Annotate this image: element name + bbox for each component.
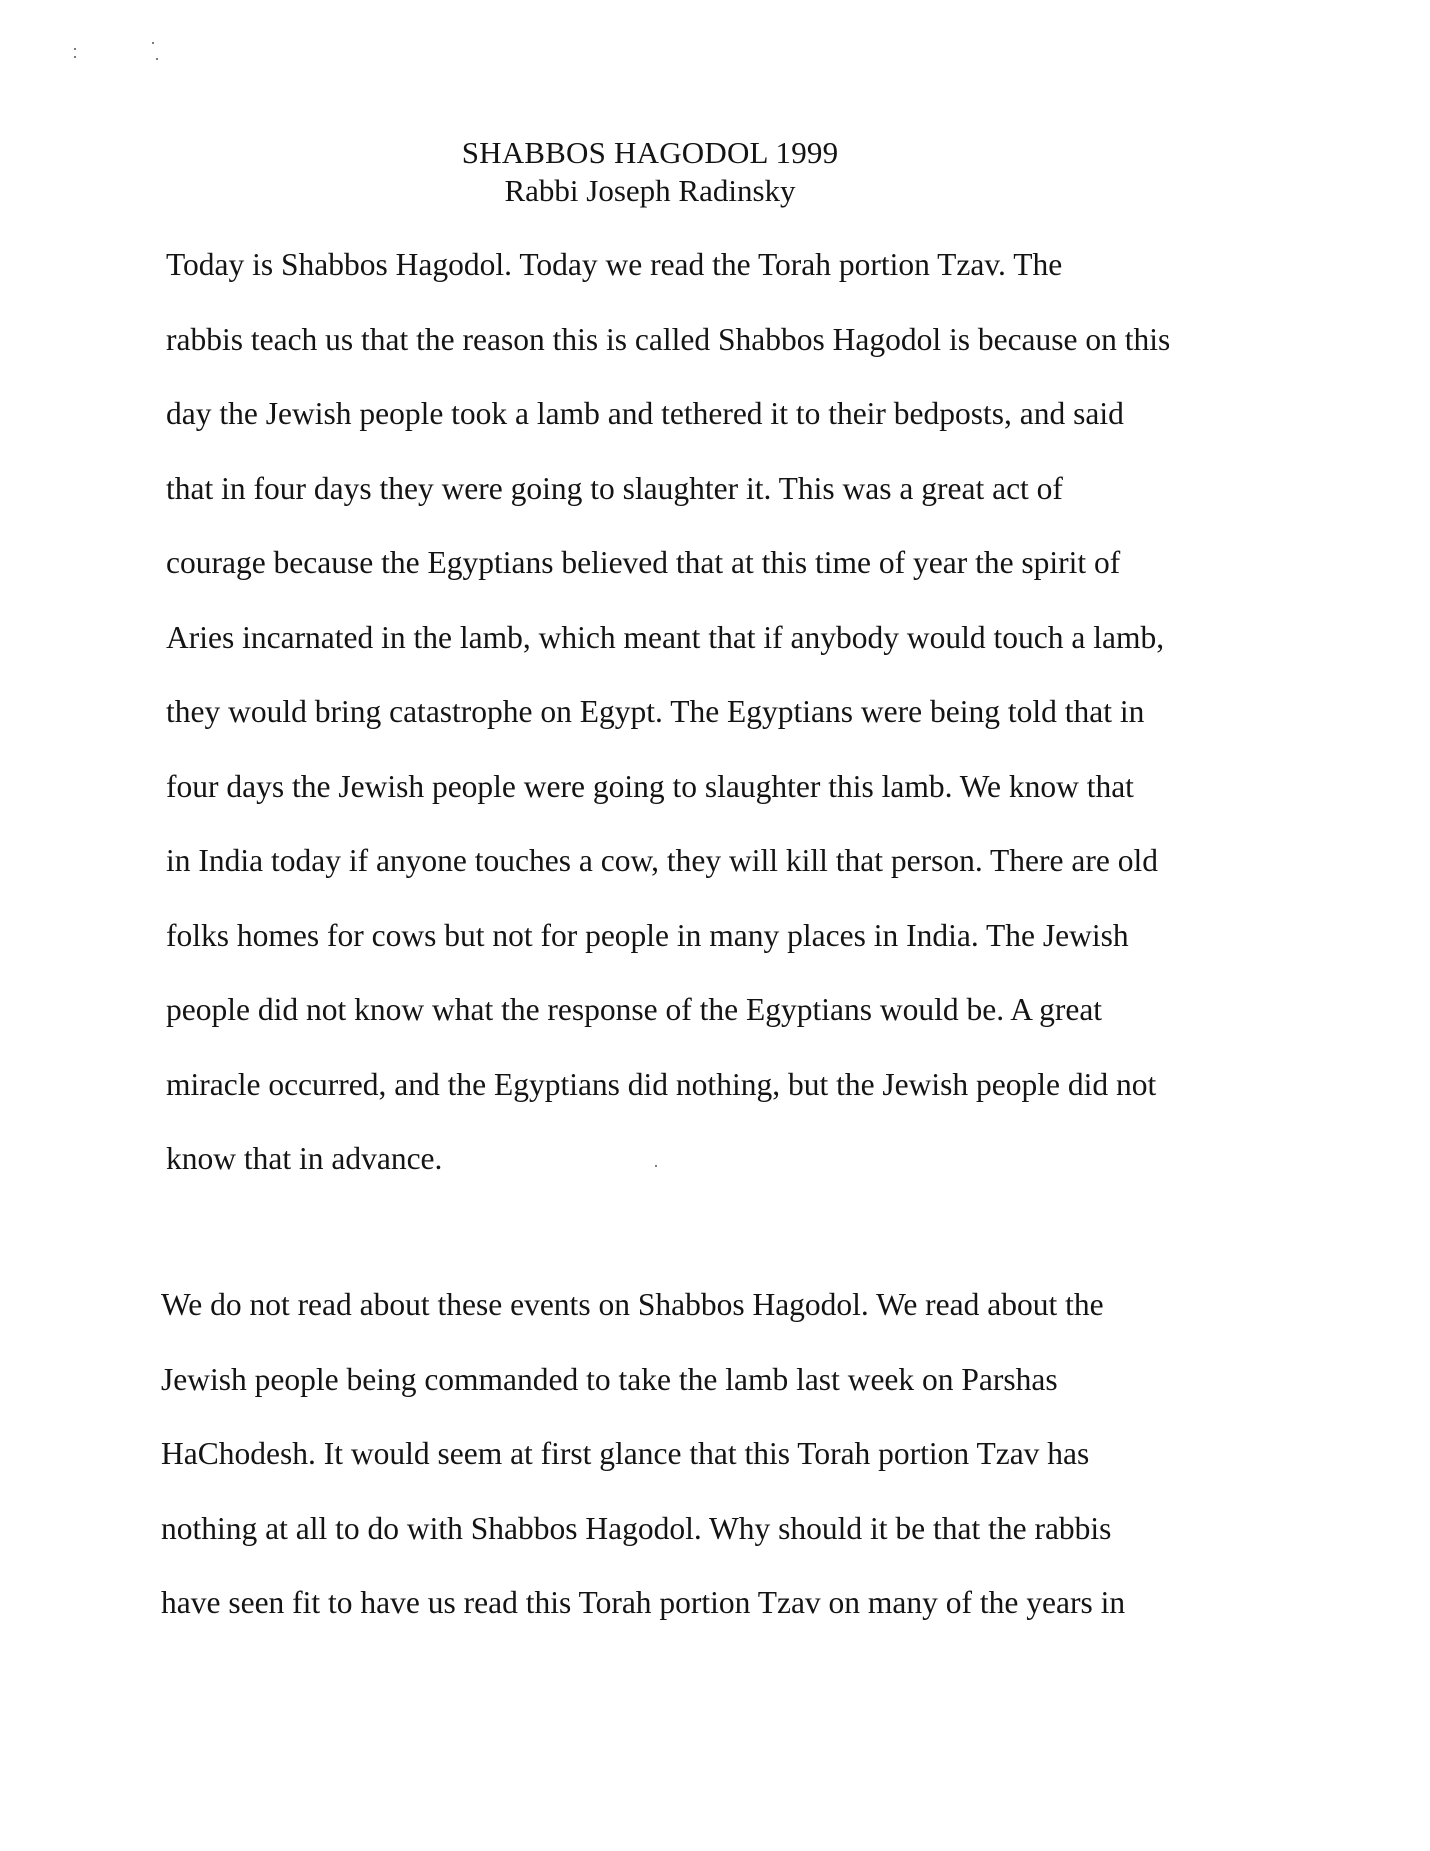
scan-speck (74, 56, 76, 58)
text-line: We do not read about these events on Shabbos Hagodol. We read about the (161, 1287, 1104, 1322)
text-line: people did not know what the response of the Egyptians would be. A great (166, 992, 1103, 1027)
text-line: HaChodesh. It would seem at first glance that this Torah portion Tzav has (161, 1436, 1090, 1471)
text-line: in India today if anyone touches a cow, they will kill that person. There are old (166, 843, 1158, 878)
text-line: day the Jewish people took a lamb and tethered it to their bedposts, and said (166, 396, 1124, 431)
scan-speck (74, 48, 76, 50)
document-author: Rabbi Joseph Radinsky (504, 173, 796, 208)
document-title: SHABBOS HAGODOL 1999 (461, 135, 839, 170)
text-line: know that in advance. (166, 1141, 443, 1176)
text-line: Aries incarnated in the lamb, which meant that if anybody would touch a lamb, (166, 619, 1165, 655)
text-line: four days the Jewish people were going to slaughter this lamb. We know that (166, 768, 1134, 804)
text-line: they would bring catastrophe on Egypt. The Egyptians were being told that in (166, 694, 1145, 729)
header-block (0, 134, 1300, 210)
text-line: that in four days they were going to slaughter it. This was a great act of (166, 470, 1063, 506)
text-line: Today is Shabbos Hagodol. Today we read the Torah portion Tzav. The (166, 247, 1063, 282)
paragraph-2 (161, 1268, 1125, 1641)
text-line: nothing at all to do with Shabbos Hagodol. Why should it be that the rabbis (161, 1510, 1112, 1546)
paragraph-1 (166, 228, 1170, 1197)
text-line: have seen fit to have us read this Torah portion Tzav on many of the years in (161, 1585, 1126, 1620)
text-line: Jewish people being commanded to take the lamb last week on Parshas (161, 1361, 1058, 1397)
scan-speck (156, 58, 158, 60)
text-line: courage because the Egyptians believed that at this time of year the spirit of (166, 545, 1121, 580)
text-line: folks homes for cows but not for people in many places in India. The Jewish (166, 917, 1129, 953)
scan-speck (152, 42, 154, 44)
text-line: rabbis teach us that the reason this is called Shabbos Hagodol is because on this (166, 321, 1171, 357)
text-line: miracle occurred, and the Egyptians did nothing, but the Jewish people did not (166, 1066, 1157, 1102)
